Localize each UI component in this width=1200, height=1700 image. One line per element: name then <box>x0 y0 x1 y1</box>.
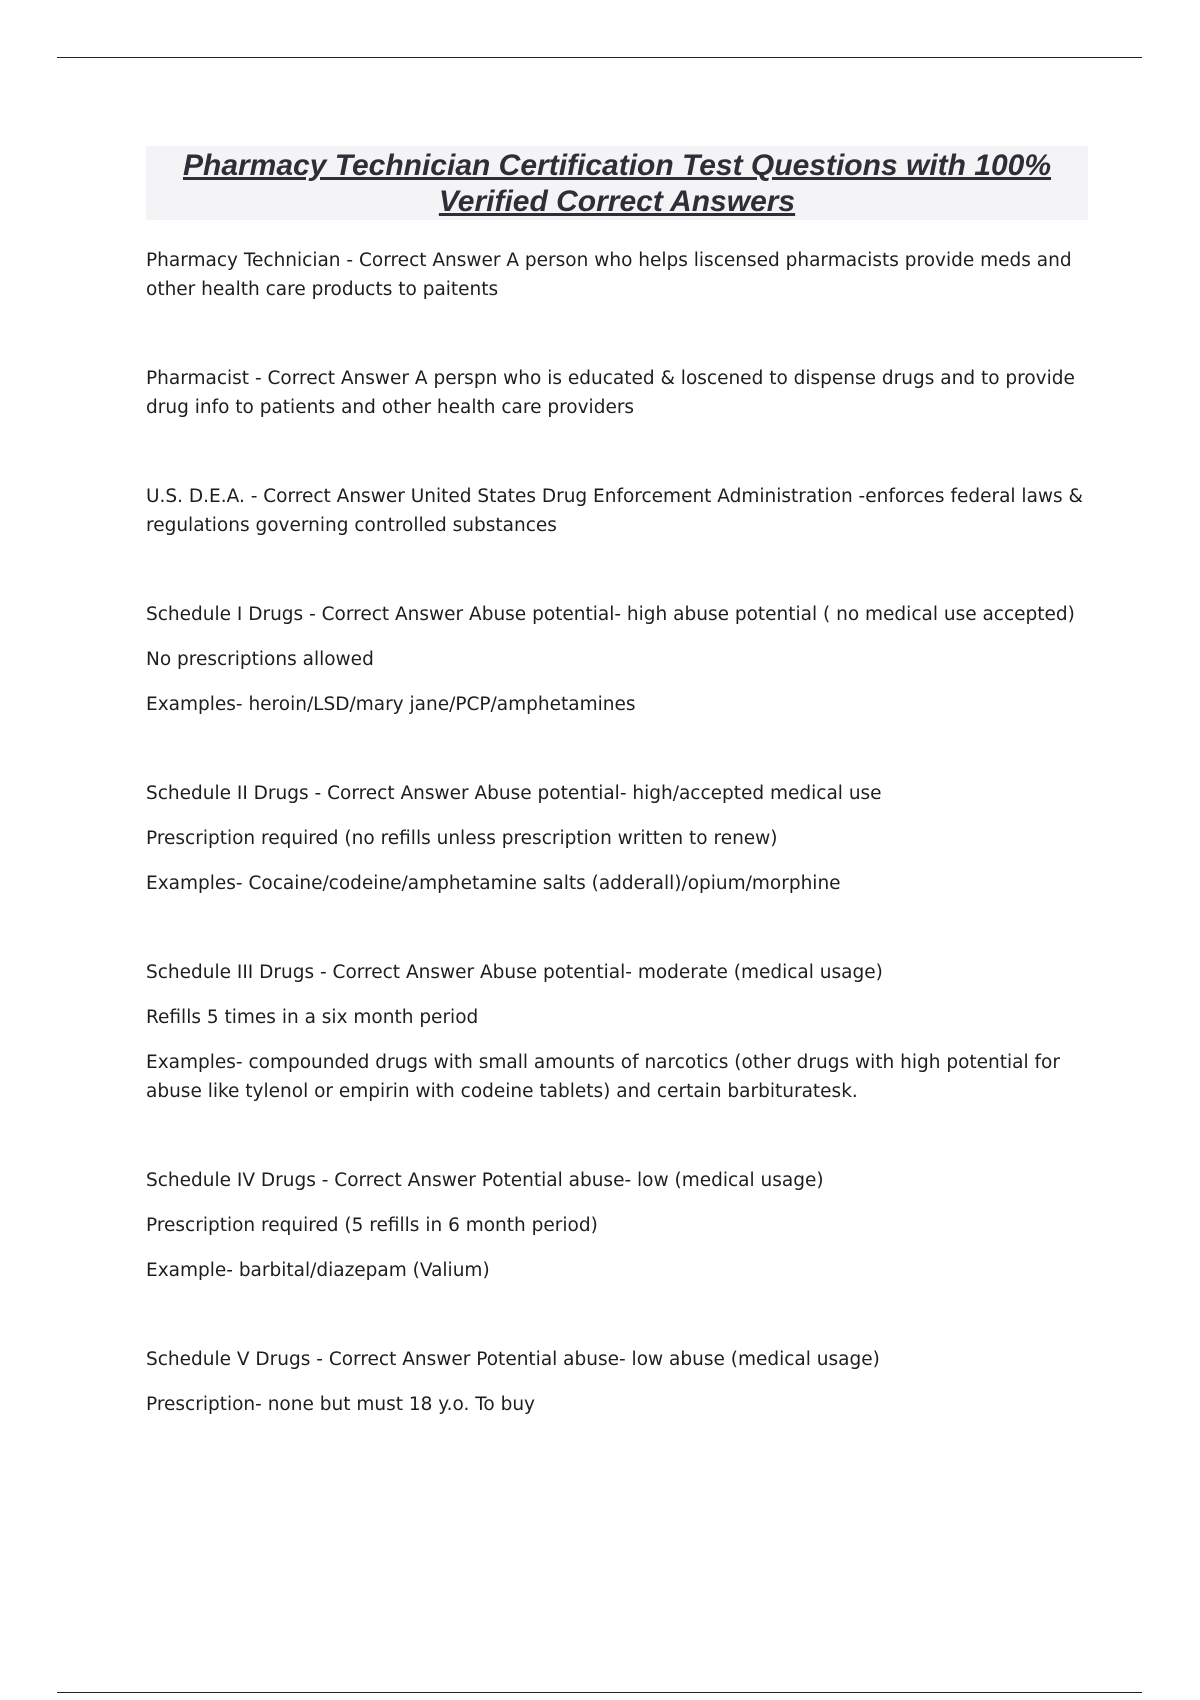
qa-entry-schedule-2 <box>146 779 1086 898</box>
qa-line: Schedule V Drugs - Correct Answer Potential abuse- low abuse (medical usage) <box>146 1349 880 1370</box>
bottom-divider <box>57 1692 1142 1693</box>
qa-line: Examples- Cocaine/codeine/amphetamine salts (adderall)/opium/morphine <box>146 873 841 894</box>
qa-entry-pharmacist <box>146 364 1086 422</box>
qa-entry-pharmacy-technician <box>146 246 1086 304</box>
qa-line: Examples- heroin/LSD/mary jane/PCP/amphetamines <box>146 694 636 715</box>
top-divider <box>57 57 1142 58</box>
qa-line: Pharmacist - Correct Answer A perspn who is educated & loscened to dispense drugs and to provide drug info to patients and other health care providers <box>146 368 1075 418</box>
qa-line: Example- barbital/diazepam (Valium) <box>146 1260 490 1281</box>
qa-line: Prescription- none but must 18 y.o. To buy <box>146 1394 535 1415</box>
qa-line: Pharmacy Technician - Correct Answer A person who helps liscensed pharmacists provide meds and other health care products to paitents <box>146 250 1072 300</box>
qa-line: No prescriptions allowed <box>146 649 374 670</box>
qa-list <box>146 246 1086 1419</box>
qa-entry-schedule-1 <box>146 600 1086 719</box>
document-title: Pharmacy Technician Certification Test Questions with 100% Verified Correct Answers <box>182 149 1052 218</box>
qa-line: Prescription required (no refills unless prescription written to renew) <box>146 828 778 849</box>
qa-entry-schedule-5 <box>146 1345 1086 1419</box>
qa-entry-schedule-3 <box>146 958 1086 1106</box>
qa-line: Prescription required (5 refills in 6 month period) <box>146 1215 598 1236</box>
qa-line: Examples- compounded drugs with small amounts of narcotics (other drugs with high potential for abuse like tylenol or empirin with codeine tablets) and certain barbituratesk. <box>146 1052 1060 1102</box>
qa-line: Schedule III Drugs - Correct Answer Abuse potential- moderate (medical usage) <box>146 962 883 983</box>
qa-line: Refills 5 times in a six month period <box>146 1007 479 1028</box>
qa-line: Schedule IV Drugs - Correct Answer Potential abuse- low (medical usage) <box>146 1170 824 1191</box>
qa-entry-schedule-4 <box>146 1166 1086 1285</box>
qa-entry-dea <box>146 482 1086 540</box>
title-block <box>146 146 1088 220</box>
qa-line: Schedule I Drugs - Correct Answer Abuse potential- high abuse potential ( no medical use accepted) <box>146 604 1075 625</box>
qa-line: Schedule II Drugs - Correct Answer Abuse potential- high/accepted medical use <box>146 783 882 804</box>
qa-line: U.S. D.E.A. - Correct Answer United States Drug Enforcement Administration -enforces federal laws & regulations governing controlled substances <box>146 486 1083 536</box>
